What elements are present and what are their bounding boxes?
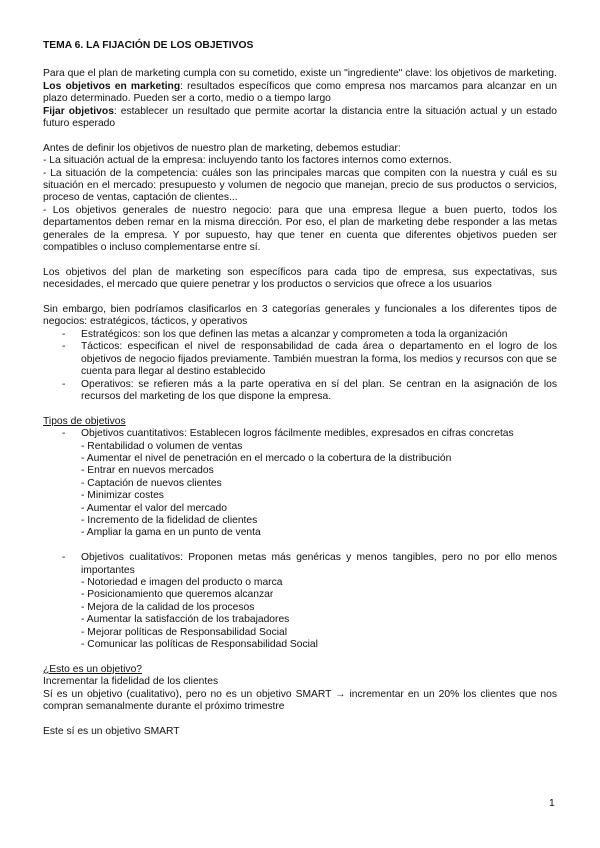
list-item: - Rentabilidad o volumen de ventas	[81, 440, 243, 452]
list-item: - Mejorar políticas de Responsabilidad Social	[81, 626, 288, 638]
qualitative-label	[43, 552, 557, 651]
category-item: - Tácticos: especifican el nivel de responsabilidad de cada área o departamento en el logro de los objetivos de negocio fijados previamente. También muestran la forma, los medios y recursos con que se cuenta para llegar al destino establecido	[43, 341, 557, 378]
study-item: - La situación actual de la empresa: incluyendo tanto los factores internos como externos.	[43, 155, 452, 167]
list-item: - Notoriedad e imagen del producto o marca	[81, 576, 283, 588]
study-lead: Antes de definir los objetivos de nuestro plan de marketing, debemos estudiar:	[43, 142, 401, 154]
list-item: - Minimizar costes	[81, 490, 164, 502]
quantitative-list	[43, 428, 557, 540]
qualitative-list	[43, 552, 557, 651]
category-item: - Estratégicos: son los que definen las metas a alcanzar y comprometen a toda la organización	[43, 329, 557, 341]
definition-term: Fijar objetivos	[43, 105, 114, 117]
specific-paragraph: Los objetivos del plan de marketing son específicos para cada tipo de empresa, sus expectativas, sus necesidades, el mercado que quiere penetrar y los productos o servicios que ofrece a los usuarios	[43, 266, 557, 291]
definition-objectives	[43, 81, 557, 106]
intro-paragraph: Para que el plan de marketing cumpla con su cometido, existe un "ingrediente" clave: los objetivos de marketing.	[43, 68, 557, 80]
question-line: Este sí es un objetivo SMART	[43, 725, 180, 737]
category-item: - Operativos: se refieren más a la parte operativa en sí del plan. Se centran en la asignación de los recursos del marketing de los que dispone la empresa.	[43, 379, 557, 404]
categories-lead: Sin embargo, bien podríamos clasificarlos en 3 categorías generales y funcionales a los diferentes tipos de negocios: estratégicos, tácticos, y operativos	[43, 304, 557, 328]
quantitative-sublist	[81, 441, 557, 540]
page-title: TEMA 6. LA FIJACIÓN DE LOS OBJETIVOS	[43, 40, 254, 51]
list-item: - Posicionamiento que queremos alcanzar	[81, 589, 274, 601]
question-line: Incrementar la fidelidad de los clientes	[43, 676, 219, 688]
qualitative-label-text: Objetivos cualitativos: Proponen metas más genéricas y menos tangibles, pero no por ello menos importantes	[81, 552, 557, 576]
definition-text: : establecer un resultado que permite acortar la distancia entre la situación actual y un estado futuro esperado	[43, 105, 557, 130]
quantitative-label-text: Objetivos cuantitativos: Establecen logros fácilmente medibles, expresados en cifras concretas	[81, 428, 514, 440]
question-heading: ¿Esto es un objetivo?	[43, 663, 143, 675]
quantitative-label	[43, 428, 557, 540]
list-item: - Mejora de la calidad de los procesos	[81, 601, 255, 613]
list-item: - Comunicar las políticas de Responsabilidad Social	[81, 639, 318, 651]
question-line: Sí es un objetivo (cualitativo), pero no es un objetivo SMART → incrementar en un 20% los clientes que nos compran semanalmente durante el próximo trimestre	[43, 688, 557, 713]
list-item: - Aumentar el nivel de penetración en el mercado o la cobertura de la distribución	[81, 452, 452, 464]
study-item: - La situación de la competencia: cuáles son las principales marcas que compiten con la nuestra y cuál es su situación en el mercado: presupuesto y volumen de negocio que manejan, precio de sus productos o servicios, proceso de ventas, captación de clientes...	[43, 167, 557, 204]
list-item: - Ampliar la gama en un punto de venta	[81, 527, 261, 539]
list-item: - Entrar en nuevos mercados	[81, 465, 214, 477]
types-heading: Tipos de objetivos	[43, 415, 126, 427]
study-item: - Los objetivos generales de nuestro negocio: para que una empresa llegue a buen puerto, todos los departamentos deben remar en la misma dirección. Por eso, el plan de marketing debe responder a las metas generales de la empresa. Y por supuesto, hay que tener en cuenta que diferentes objetivos pueden ser compatibles o incluso complementarse entre sí.	[43, 204, 557, 254]
list-item: - Incremento de la fidelidad de clientes	[81, 514, 258, 526]
categories-list	[43, 329, 557, 403]
page-number: 1	[549, 798, 555, 809]
list-item: - Captación de nuevos clientes	[81, 477, 222, 489]
qualitative-sublist	[81, 577, 557, 651]
list-item: - Aumentar la satisfacción de los trabajadores	[81, 614, 290, 626]
definition-text: : resultados específicos que como empresa nos marcamos para alcanzar en un plazo determinado. Pueden ser a corto, medio o a tiempo largo	[43, 80, 557, 105]
document-page	[43, 40, 557, 738]
definition-set-objectives	[43, 106, 557, 131]
list-item: - Aumentar el valor del mercado	[81, 502, 227, 514]
definition-term: Los objetivos en marketing	[43, 80, 181, 92]
